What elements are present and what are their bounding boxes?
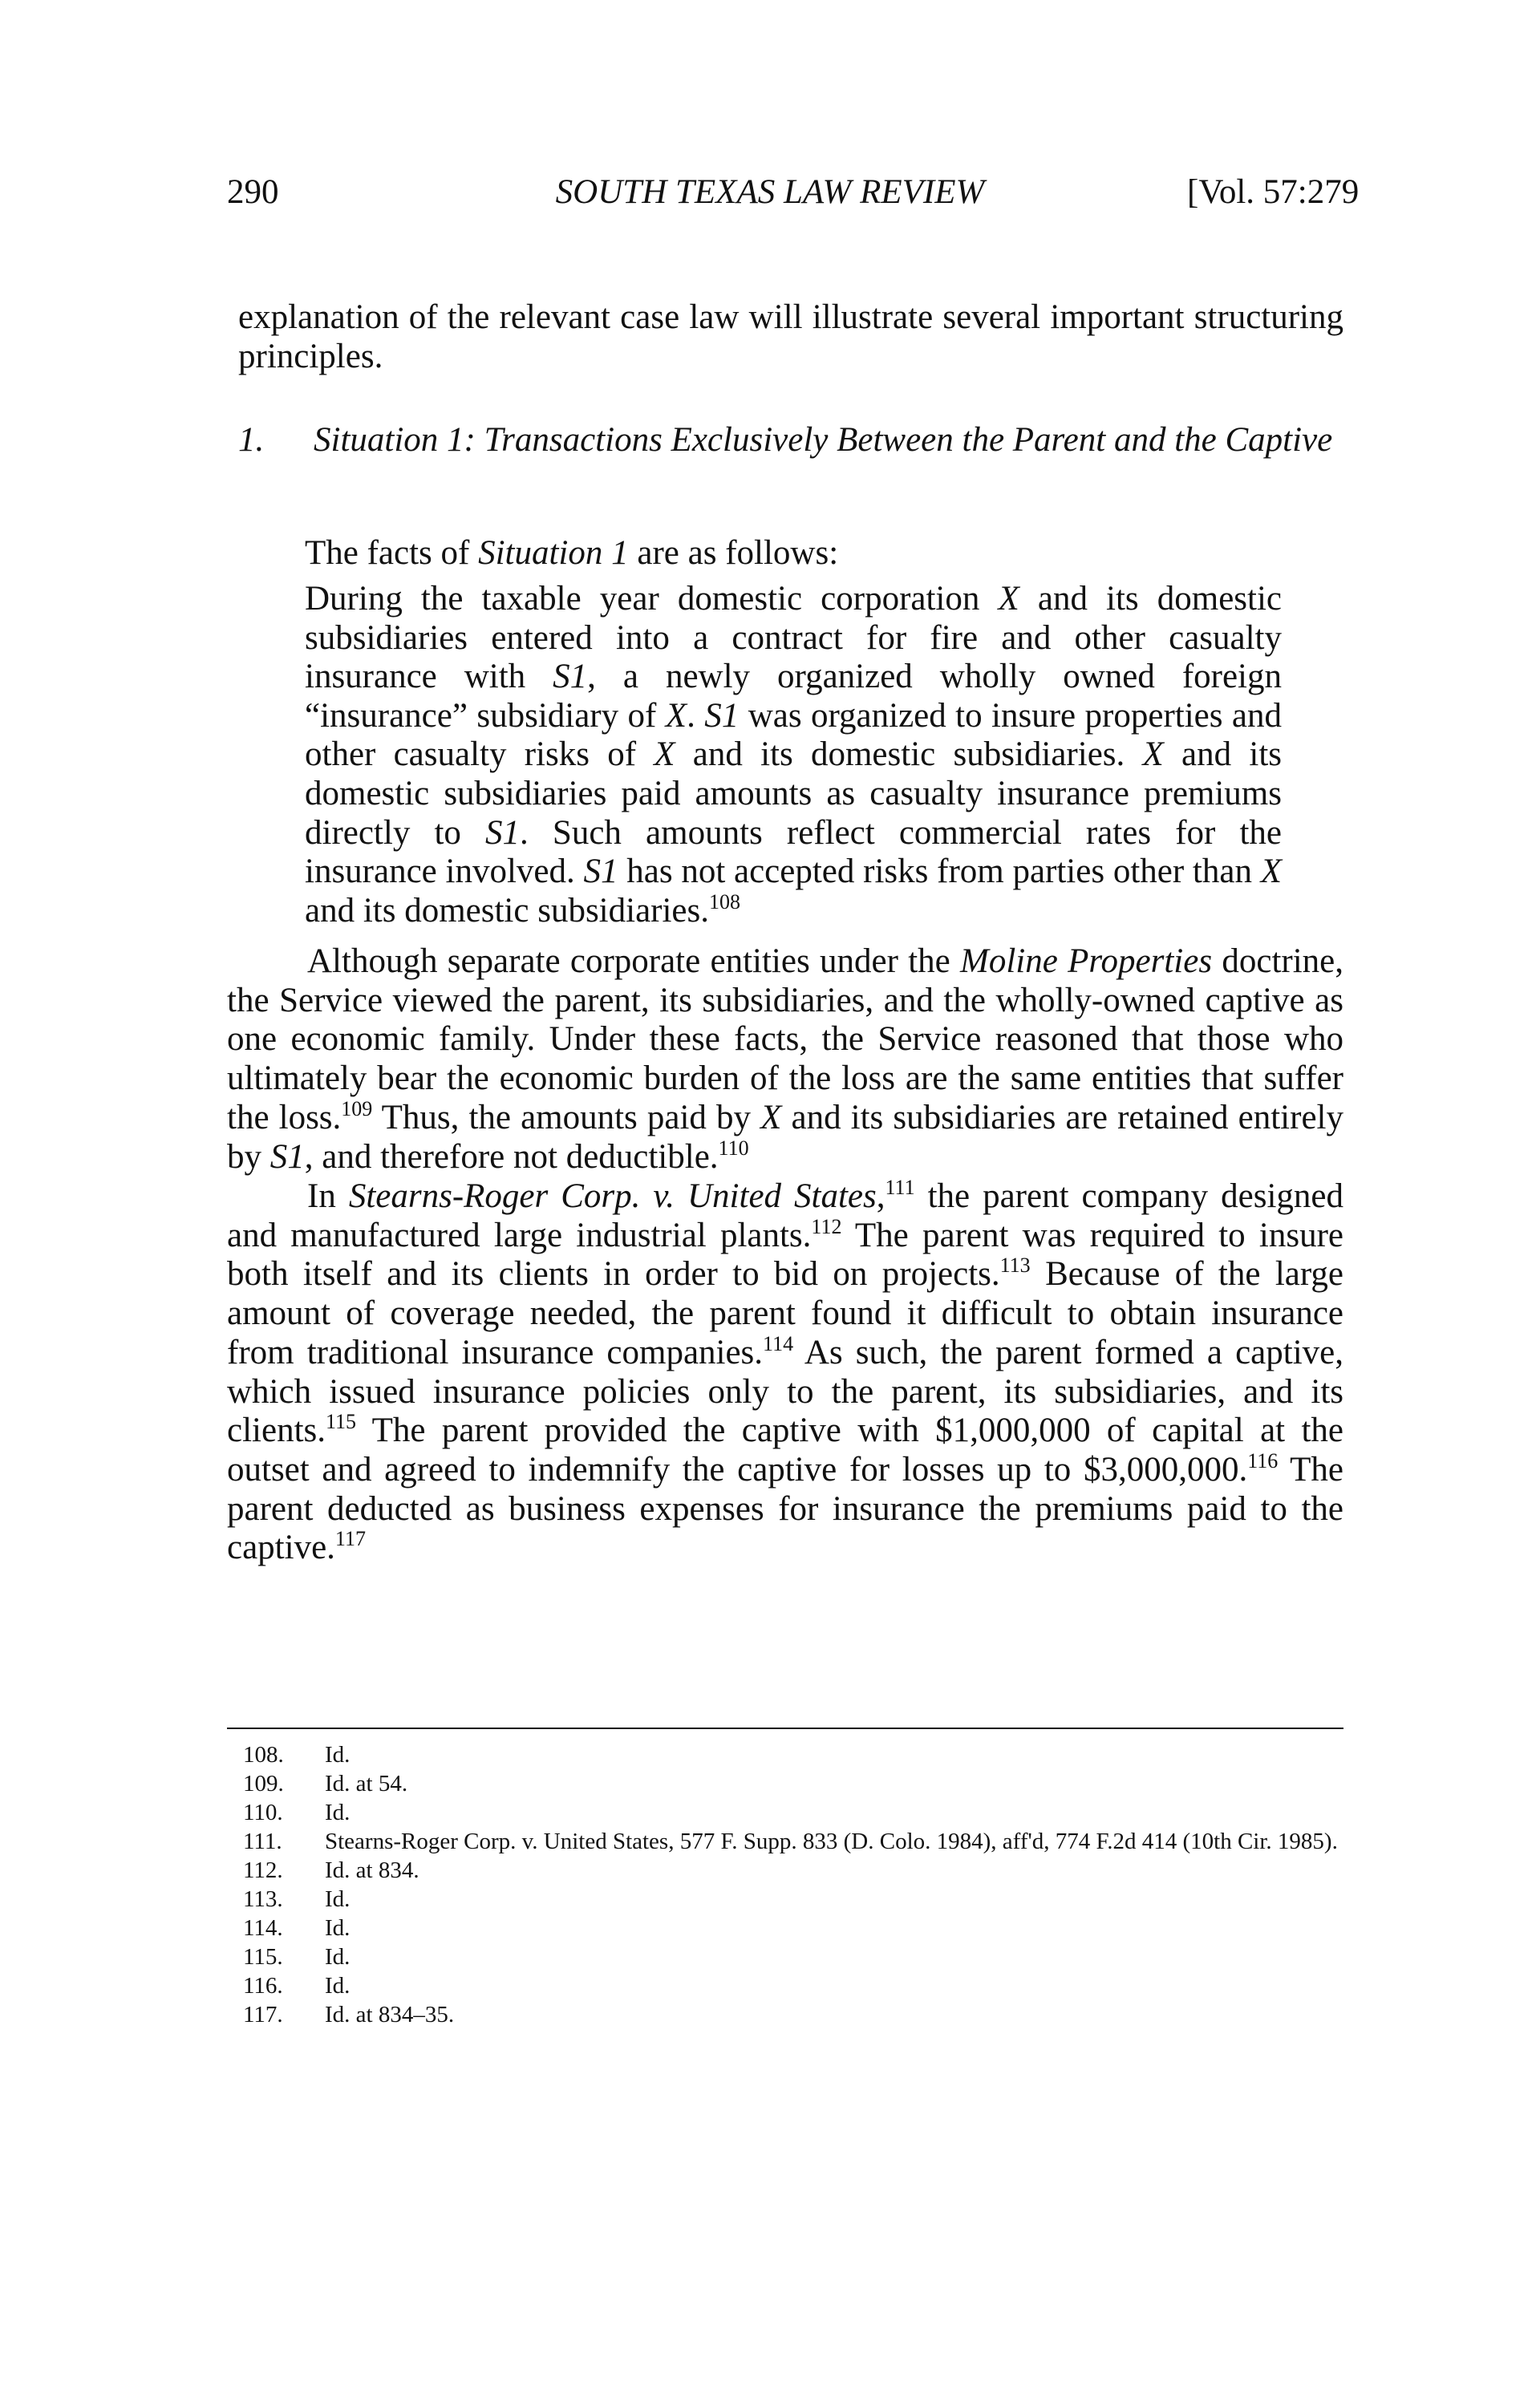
- footnote-112: 112. Id. at 834.: [243, 1857, 419, 1883]
- section-number: 1.: [238, 421, 265, 459]
- block-quote: During the taxable year domestic corporation X and its domestic subsidiaries entered into a contract for fire and other casualty insurance with S1, a newly organized wholly owned foreign “insurance” subsidiary of X. S1 was organized to insure properties and other casualty risks of X and its domestic subsidiaries. X and its domestic subsidiaries paid amounts as casualty insurance premiums directly to S1. Such amounts reflect commercial rates for the insurance involved. S1 has not accepted risks from parties other than X and its domestic subsidiaries.$^{108}$: [305, 580, 1282, 930]
- intro-paragraph: explanation of the relevant case law will illustrate several important structuring principles.: [238, 298, 1343, 375]
- footnote-divider: [227, 1728, 1343, 1729]
- footnote-108: 108. Id.: [243, 1742, 351, 1768]
- page-number: 290: [227, 173, 279, 211]
- footnote-ref: 113: [999, 1254, 1031, 1278]
- footnote-ref: 108: [709, 889, 740, 913]
- footnote-ref: 111: [885, 1176, 915, 1199]
- footnote-109: 109. Id. at 54.: [243, 1771, 408, 1797]
- body-paragraph-2: In Stearns-Roger Corp. v. United States,$^{111}$ the parent company designed and manufactured large industrial plants.$^{112}$ The parent was required to insure both itself and its clients in order to bid on projects.$^{113}$ Because of the large amount of coverage needed, the parent found it difficult to obtain insurance from traditional insurance companies.$^{114}$ As such, the parent formed a captive, which issued insurance policies only to the parent, its subsidiaries, and its clients.$^{115}$ The parent provided the captive with $1,000,000 of capital at the outset and agreed to indemnify the captive for losses up to $3,000,000.$^{116}$ The parent deducted as business expenses for insurance the premiums paid to the captive.$^{117}$: [227, 1176, 1344, 1567]
- footnote-ref: 117: [334, 1527, 366, 1551]
- footnote-117: 117. Id. at 834–35.: [243, 2002, 455, 2027]
- journal-title: SOUTH TEXAS LAW REVIEW: [555, 173, 985, 211]
- footnote-ref: 116: [1247, 1448, 1279, 1472]
- footnotes: [227, 1740, 1343, 2029]
- footnote-ref: 109: [341, 1096, 373, 1120]
- footnote-111: 111. Stearns-Roger Corp. v. United States, 577 F. Supp. 833 (D. Colo. 1984), aff'd, 774 F.2d 414 (10th Cir. 1985).: [243, 1829, 1338, 1854]
- footnote-113: 113. Id.: [243, 1886, 351, 1912]
- footnote-ref: 112: [811, 1214, 842, 1238]
- footnote-115: 115. Id.: [243, 1944, 351, 1970]
- footnote-ref: 115: [326, 1410, 357, 1434]
- body-paragraph-1: Although separate corporate entities under the Moline Properties doctrine, the Service viewed the parent, its subsidiaries, and the wholly-owned captive as one economic family. Under these facts, the Service reasoned that those who ultimately bear the economic burden of the loss are the same entities that suffer the loss.$^{109}$ Thus, the amounts paid by X and its subsidiaries are retained entirely by S1, and therefore not deductible.$^{110}$: [227, 942, 1343, 1176]
- footnote-ref: 114: [763, 1331, 794, 1355]
- footnote-116: 116. Id.: [243, 1973, 351, 1999]
- volume-citation: [Vol. 57:279: [1187, 173, 1360, 211]
- quote-intro: The facts of Situation 1 are as follows:: [305, 534, 839, 572]
- footnote-110: 110. Id.: [243, 1800, 351, 1825]
- section-title: Situation 1: Transactions Exclusively Between the Parent and the Captive: [314, 421, 1333, 459]
- footnote-114: 114. Id.: [243, 1915, 351, 1941]
- footnote-ref: 110: [718, 1136, 749, 1160]
